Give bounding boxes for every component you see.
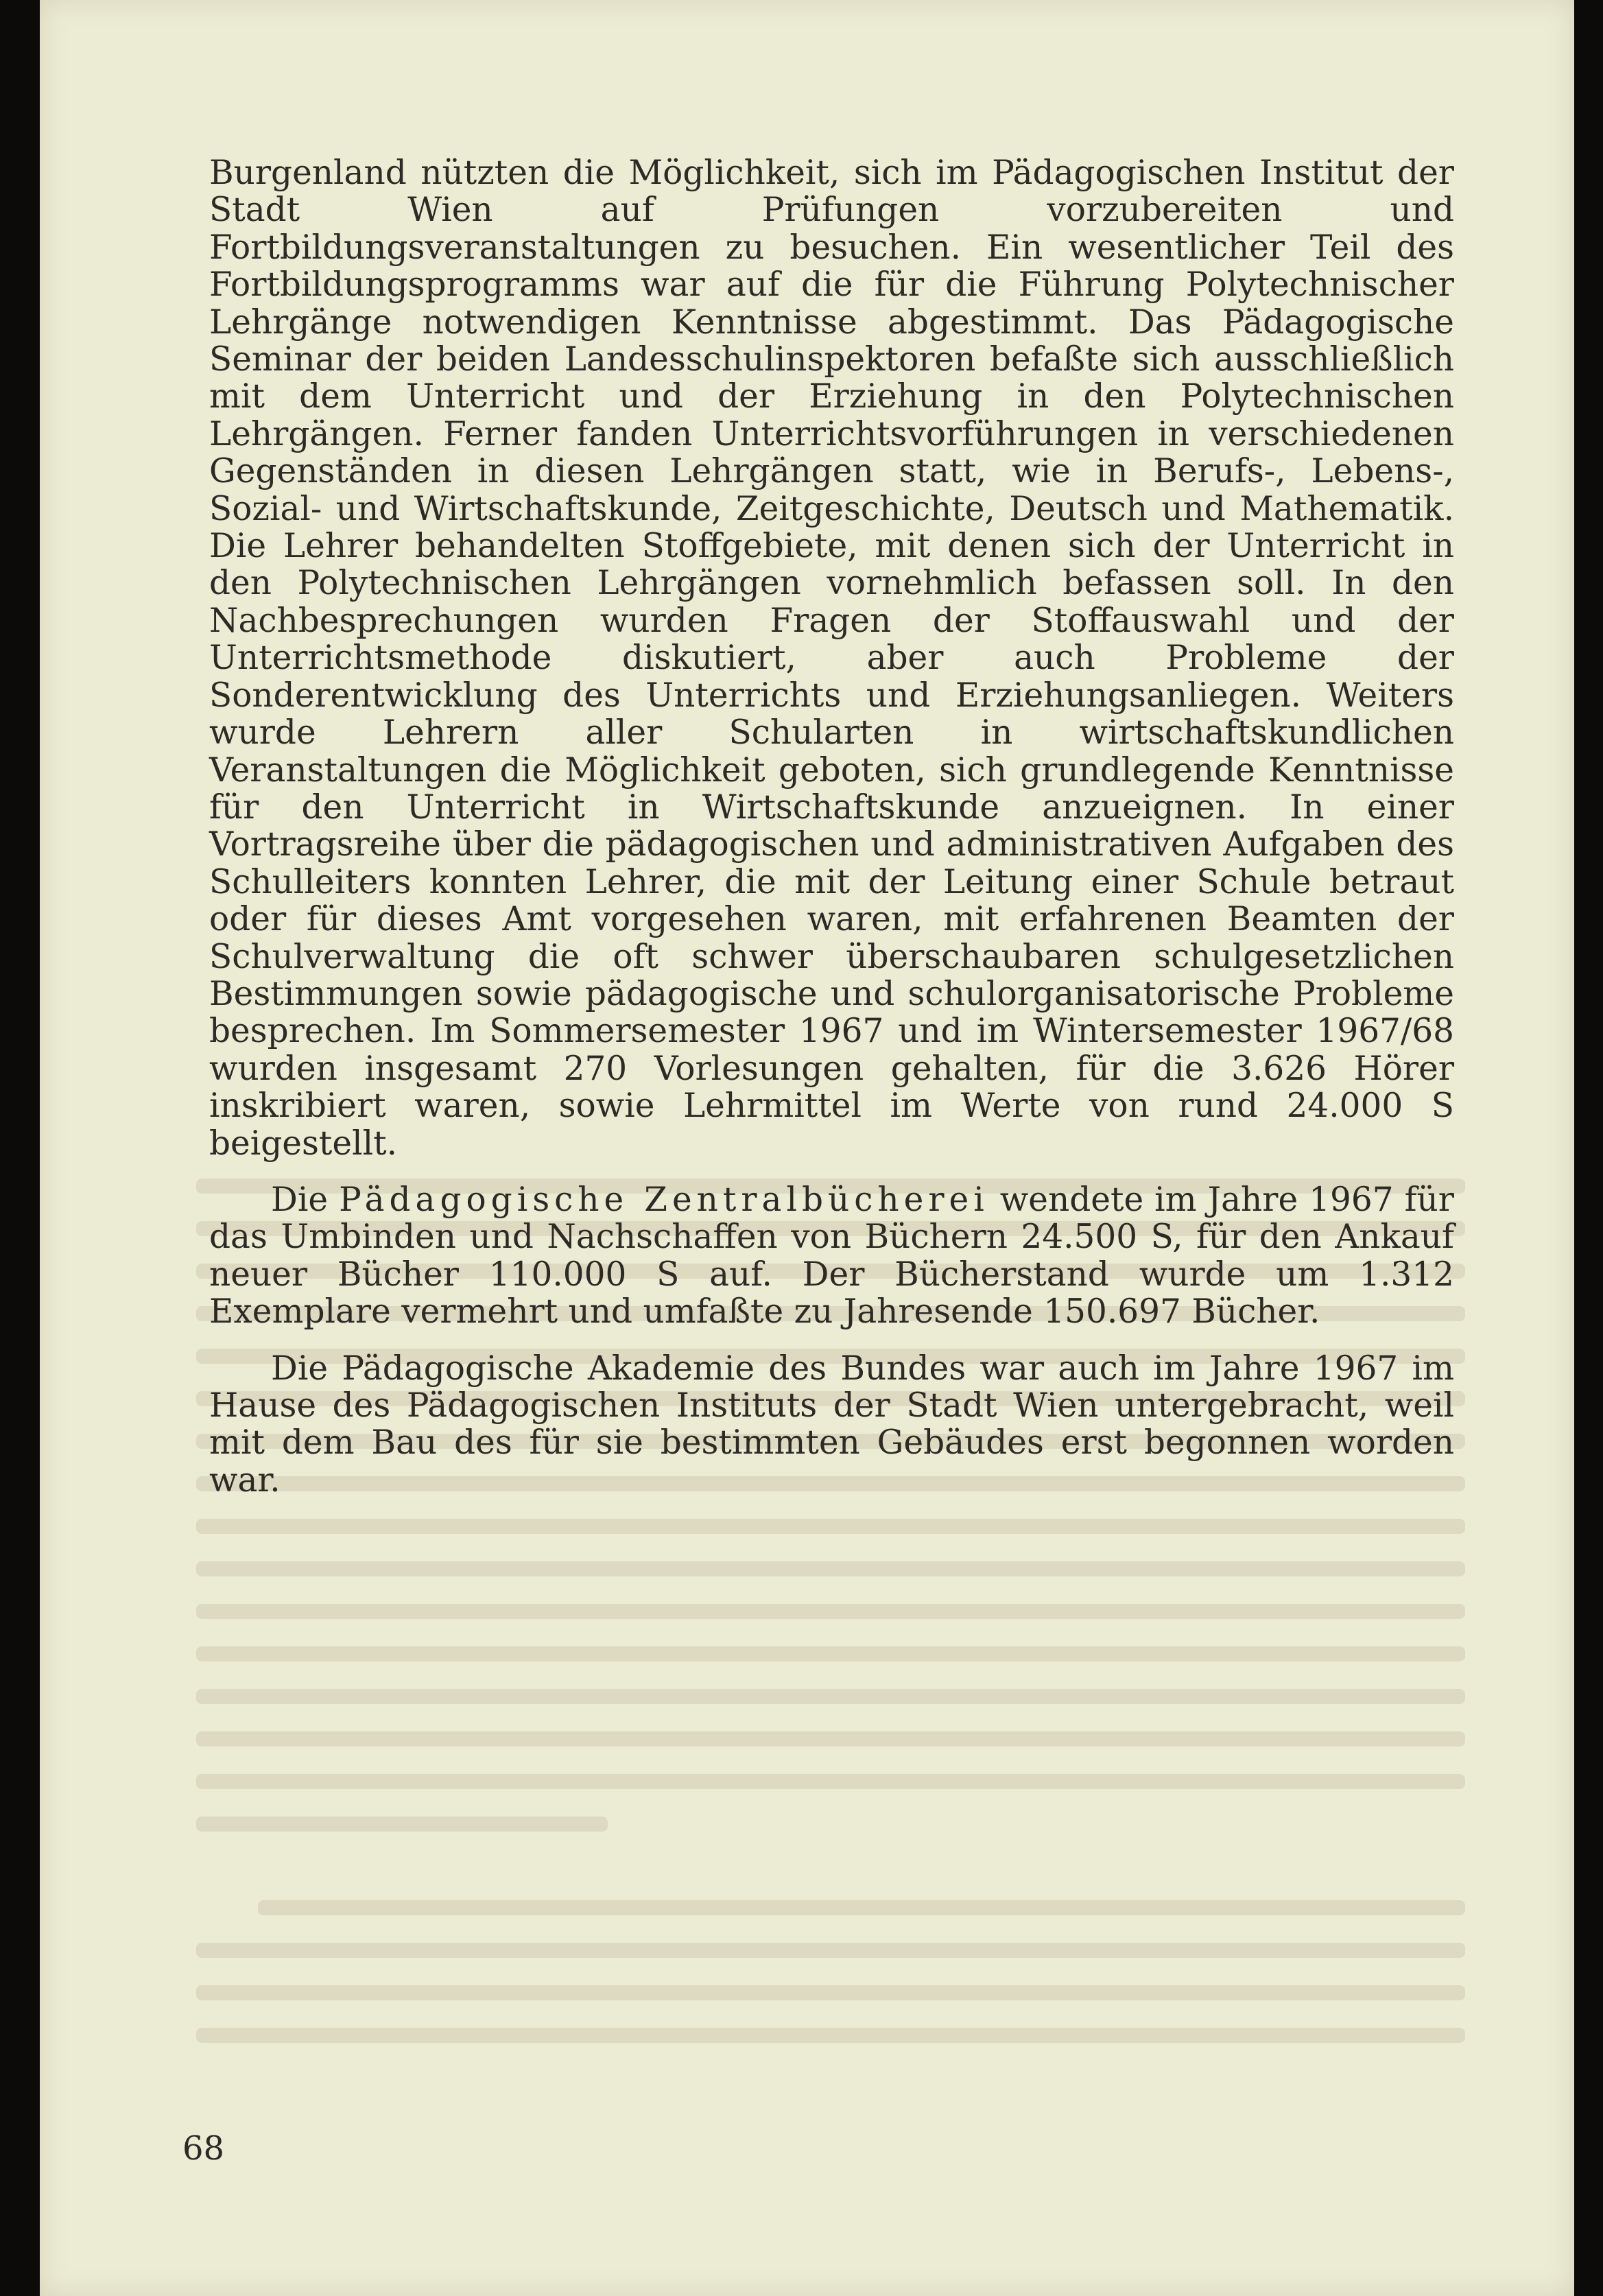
paragraph-2 <box>209 1181 1454 1331</box>
paragraph-1: Burgenland nützten die Möglichkeit, sich im Pädagogischen Institut der Stadt Wien auf Prüfungen vorzubereiten und Fortbildungsveranstaltungen zu besuchen. Ein wesentlicher Teil des Fortbildungsprogramms war auf die für die Führung Polytechnischer Lehrgänge notwendigen Kenntnisse abgestimmt. Das Pädagogische Seminar der beiden Landesschulinspektoren befaßte sich ausschließlich mit dem Unterricht und der Erziehung in den Polytechnischen Lehrgängen. Ferner fanden Unterrichtsvorführungen in verschiedenen Gegenständen in diesen Lehrgängen statt, wie in Berufs-, Lebens-, Sozial- und Wirtschaftskunde, Zeitgeschichte, Deutsch und Mathematik. Die Lehrer behandelten Stoffgebiete, mit denen sich der Unterricht in den Polytechnischen Lehrgängen vornehmlich befassen soll. In den Nachbesprechungen wurden Fragen der Stoffauswahl und der Unterrichtsmethode diskutiert, aber auch Probleme der Sonderentwicklung des Unterrichts und Erziehungsanliegen. Weiters wurde Lehrern aller Schularten in wirtschaftskundlichen Veranstaltungen die Möglichkeit geboten, sich grundlegende Kenntnisse für den Unterricht in Wirtschaftskunde anzueignen. In einer Vortragsreihe über die pädagogischen und administrativen Aufgaben des Schulleiters konnten Lehrer, die mit der Leitung einer Schule betraut oder für dieses Amt vorgesehen waren, mit erfahrenen Beamten der Schulverwaltung die oft schwer überschaubaren schulgesetzlichen Bestimmungen sowie pädagogische und schulorganisatorische Probleme besprechen. Im Sommersemester 1967 und im Wintersemester 1967/68 wurden insgesamt 270 Vorlesungen gehalten, für die 3.626 Hörer inskribiert waren, sowie Lehrmittel im Werte von rund 24.000 S beigestellt. <box>209 154 1454 1163</box>
page-number: 68 <box>182 2129 225 2168</box>
paragraph-2-lead: Die <box>271 1180 340 1219</box>
term-zentralbuecherei: Pädagogische Zentralbücherei <box>339 1180 989 1219</box>
body-text <box>209 154 1454 1499</box>
paragraph-2-rest: wendete im Jahre 1967 für das Umbinden und Nachschaffen von Büchern 24.500 S, für den Ankauf neuer Bücher 110.000 S auf. Der Bücherstand wurde um 1.312 Exemplare vermehrt und umfaßte zu Jahresende 150.697 Bücher. <box>209 1180 1454 1332</box>
page-sheet <box>40 0 1574 2296</box>
paragraph-3: Die Pädagogische Akademie des Bundes war auch im Jahre 1967 im Hause des Pädagogischen Instituts der Stadt Wien untergebracht, weil mit dem Bau des für sie bestimmten Gebäudes erst begonnen worden war. <box>209 1349 1454 1500</box>
